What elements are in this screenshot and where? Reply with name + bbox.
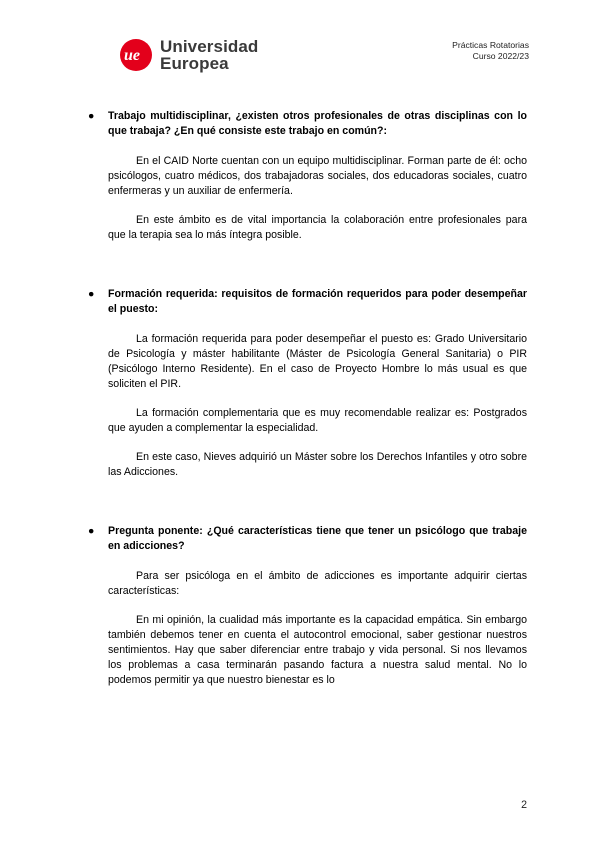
university-logo [120, 38, 258, 72]
logo-line-universidad: Universidad [160, 37, 259, 56]
paragraph: En este ámbito es de vital importancia la colaboración entre profesionales para que la terapia sea lo más íntegra posible. [108, 214, 527, 241]
ue-logo-mark [120, 39, 152, 71]
section-question: ● Formación requerida: requisitos de formación requeridos para poder desempeñar el puesto: [88, 288, 527, 315]
bullet-icon: ● [88, 525, 95, 537]
section-pregunta-ponente [80, 524, 527, 688]
ue-logo-icon [123, 46, 149, 64]
paragraph: En mi opinión, la cualidad más importante es la capacidad empática. Sin embargo también debemos tener en cuenta el autocontrol emocional, saber gestionar nuestros sentimientos. Hay que saber diferenciar entre trabajo y vida personal. Si nos llevamos los problemas a casa terminarán pasando factura a nuestra salud mental. No lo podemos permitir ya que nuestro bienestar es lo [108, 614, 527, 686]
svg-text:ue: ue [124, 47, 140, 64]
document-body [80, 109, 527, 688]
paragraph: La formación complementaria que es muy recomendable realizar es: Postgrados que ayuden a complementar la especialidad. [108, 407, 527, 434]
logo-wordmark [160, 38, 258, 72]
course-year: Curso 2022/23 [472, 51, 529, 61]
bullet-icon: ● [88, 288, 95, 300]
section-multidisciplinar [80, 109, 527, 243]
header-course-info [452, 40, 529, 62]
paragraph: La formación requerida para poder desempeñar el puesto es: Grado Universitario de Psicología y máster habilitante (Máster de Psicología General Sanitaria) o PIR (Psicólogo Interno Residente). En el caso de Proyecto Hombre lo más usual es que soliciten el PIR. [108, 333, 527, 390]
section-question: ● Pregunta ponente: ¿Qué características tiene que tener un psicólogo que trabaje en adicciones? [88, 525, 527, 552]
paragraph: En este caso, Nieves adquirió un Máster sobre los Derechos Infantiles y otro sobre las Adicciones. [108, 451, 527, 478]
paragraph: Para ser psicóloga en el ámbito de adicciones es importante adquirir ciertas características: [108, 570, 527, 597]
section-formacion [80, 287, 527, 480]
page-number: 2 [521, 799, 527, 811]
doc-title: Prácticas Rotatorias [452, 40, 529, 50]
logo-line-europea: Europea [160, 54, 229, 73]
page-header [0, 0, 600, 90]
bullet-icon: ● [88, 110, 95, 122]
section-question: ● Trabajo multidisciplinar, ¿existen otros profesionales de otras disciplinas con lo que trabaja? ¿En qué consiste este trabajo en común?: [88, 110, 527, 137]
paragraph: En el CAID Norte cuentan con un equipo multidisciplinar. Forman parte de él: ocho psicólogos, cuatro médicos, dos trabajadoras sociales, dos educadoras sociales, cuatro enfermeras y un auxiliar de enfermería. [108, 155, 527, 197]
